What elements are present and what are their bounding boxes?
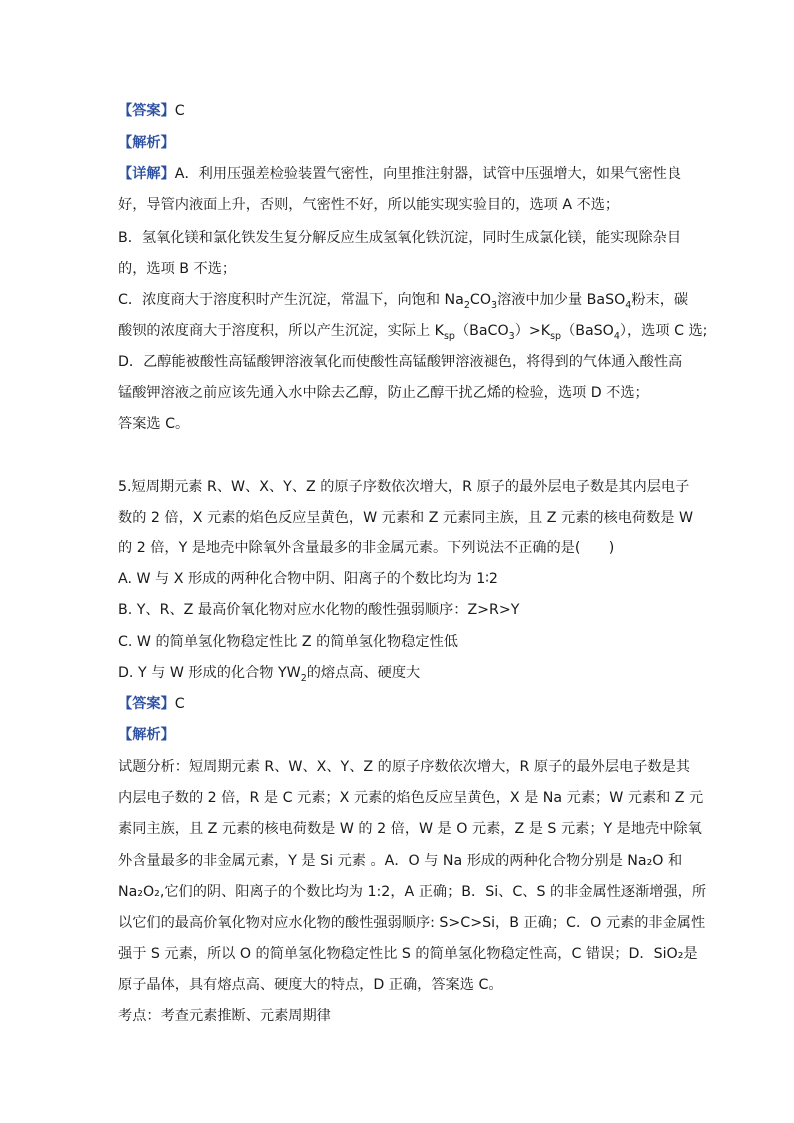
q4-option-d-line-1: D．乙醇能被酸性高锰酸钾溶液氧化而使酸性高锰酸钾溶液褪色，将得到的气体通入酸性高 xyxy=(118,354,683,370)
q4-detail-line-2: 好，导管内液面上升，否则，气密性不好，所以能实现实验目的，选项 A 不选； xyxy=(118,197,620,213)
q5-analysis-line-2: 内层电子数的 2 倍，R 是 C 元素；X 元素的焰色反应呈黄色，X 是 Na 元素；W 元素和 Z 元 xyxy=(118,790,704,806)
q4-detail-line-3: B．氢氧化镁和氯化铁发生复分解反应生成氢氧化铁沉淀，同时生成氯化镁，能实现除杂目 xyxy=(118,230,682,246)
q5-stem-line-3: 的 2 倍，Y 是地壳中除氧外含量最多的非金属元素。下列说法不正确的是( ) xyxy=(118,540,615,556)
q5-kaodian: 考点：考查元素推断、元素周期律 xyxy=(118,1008,331,1024)
q5-answer-line xyxy=(118,694,678,714)
q5-option-d: D. Y 与 W 形成的化合物 $YW_2$的熔点高、硬度大 xyxy=(118,665,421,684)
q5-analysis-line-1: 试题分析：短周期元素 R、W、X、Y、Z 的原子序数依次增大，R 原子的最外层电子数是其 xyxy=(118,759,690,775)
answer-tag: 【答案】 xyxy=(118,103,175,119)
answer-value: C xyxy=(174,103,185,119)
answer-value: C xyxy=(174,696,185,712)
q5-analysis-line-5: Na₂O₂,它们的阴、阳离子的个数比均为 1:2，A 正确；B．Si、C、S 的非金属性逐渐增强，所 xyxy=(118,884,707,900)
q4-answer-line xyxy=(118,101,678,121)
detail-tag: 【详解】 xyxy=(118,166,175,182)
q4-analysis-tag: 【解析】 xyxy=(118,135,175,151)
q5-analysis-line-3: 素同主族，且 Z 元素的核电荷数是 W 的 2 倍，W 是 O 元素，Z 是 S 元素；Y 是地壳中除氧 xyxy=(118,821,702,837)
q4-option-d-line-2: 锰酸钾溶液之前应该先通入水中除去乙醇，防止乙醇干扰乙烯的检验，选项 D 不选； xyxy=(118,385,649,401)
q5-analysis-line-4: 外含量最多的非金属元素，Y 是 Si 元素 。A．O 与 Na 形成的两种化合物分别是 Na₂O 和 xyxy=(118,853,683,869)
q4-conclusion: 答案选 C。 xyxy=(118,416,190,432)
q5-analysis-line-7: 强于 S 元素，所以 O 的简单氢化物稳定性比 S 的简单氢化物稳定性高，C 错误；D．SiO₂是 xyxy=(118,946,698,962)
q5-option-b: B. Y、R、Z 最高价氧化物对应水化物的酸性强弱顺序：Z>R>Y xyxy=(118,602,520,618)
q5-analysis-line-6: 以它们的最高价氧化物对应水化物的酸性强弱顺序: S>C>Si，B 正确；C．O 元素的非金属性 xyxy=(118,915,706,931)
q5-option-a: A. W 与 X 形成的两种化合物中阴、阳离子的个数比均为 1∶2 xyxy=(118,571,498,587)
q5-stem-line-2: 数的 2 倍，X 元素的焰色反应呈黄色，W 元素和 Z 元素同主族，且 Z 元素的核电荷数是 W xyxy=(118,510,694,526)
q4-detail-line-1: 【详解】A．利用压强差检验装置气密性，向里推注射器，试管中压强增大，如果气密性良 xyxy=(118,166,682,182)
q5-option-c: C. W 的简单氢化物稳定性比 Z 的简单氢化物稳定性低 xyxy=(118,634,458,650)
q5-stem-line-1: 5.短周期元素 R、W、X、Y、Z 的原子序数依次增大，R 原子的最外层电子数是其内层电子 xyxy=(118,479,690,495)
q4-detail-line-4: 的，选项 B 不选； xyxy=(118,261,237,277)
answer-tag: 【答案】 xyxy=(118,696,175,712)
q4-option-c-line-2: 酸钡的浓度商大于溶度积，所以产生沉淀，实际上 $K_{sp}(BaCO_3)>K_{sp}(BaSO_4)$，选项 C 选; xyxy=(118,323,708,342)
q4-option-c-line-1: C．浓度商大于溶度积时产生沉淀，常温下，向饱和 $Na_2CO_3$溶液中加少量 BaSO$_4$粉末，碳 xyxy=(118,292,689,311)
q5-analysis-line-8: 原子晶体，具有熔点高、硬度大的特点，D 正确，答案选 C。 xyxy=(118,977,503,993)
q5-analysis-tag: 【解析】 xyxy=(118,727,175,743)
